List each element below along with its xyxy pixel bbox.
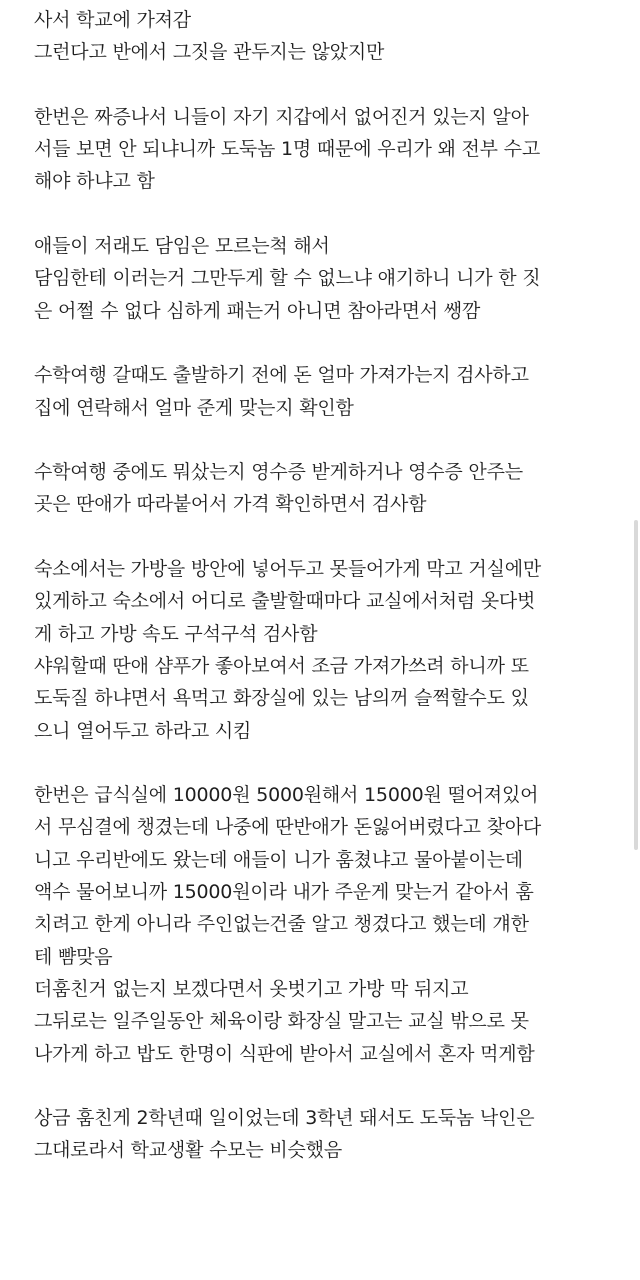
text-line: 니고 우리반에도 왔는데 애들이 니가 훔쳤냐고 물아붙이는데 (34, 848, 523, 871)
text-line: 그대로라서 학교생활 수모는 비슷했음 (34, 1139, 342, 1162)
paragraph-gap (34, 327, 630, 359)
text-line: 더훔친거 없는지 보겠다면서 옷벗기고 가방 막 뒤지고 (34, 977, 469, 1000)
post-body (34, 4, 630, 1167)
text-line: 숙소에서는 가방을 방안에 넣어두고 못들어가게 막고 거실에만 (34, 558, 542, 581)
paragraph-gap (34, 521, 630, 553)
text-line: 그런다고 반에서 그짓을 관두지는 않았지만 (34, 41, 385, 64)
text-line: 한번은 짜증나서 니들이 자기 지갑에서 없어진거 있는지 알아 (34, 105, 529, 128)
paragraph-gap (34, 747, 630, 779)
paragraph-gap (34, 424, 630, 456)
text-line: 담임한테 이러는거 그만두게 할 수 없느냐 얘기하니 니가 한 짓 (34, 267, 541, 290)
scrollbar[interactable] (634, 520, 638, 850)
text-line: 해야 하냐고 함 (34, 170, 155, 193)
text-line: 집에 연락해서 얼마 준게 맞는지 확인함 (34, 396, 354, 419)
text-line: 곳은 딴애가 따라붙어서 가격 확인하면서 검사함 (34, 493, 427, 516)
text-line: 샤워할때 딴애 샴푸가 좋아보여서 조금 가져가쓰려 하니까 또 (34, 654, 529, 677)
text-line: 서들 보면 안 되냐니까 도둑놈 1명 때문에 우리가 왜 전부 수고 (34, 138, 540, 161)
text-line: 나가게 하고 밥도 한명이 식판에 받아서 교실에서 혼자 먹게함 (34, 1042, 535, 1065)
paragraph-gap (34, 198, 630, 230)
text-line: 서 무심결에 챙겼는데 나중에 딴반애가 돈잃어버렸다고 찾아다 (34, 816, 542, 839)
text-line: 수학여행 중에도 뭐샀는지 영수증 받게하거나 영수증 안주는 (34, 461, 523, 484)
text-line: 게 하고 가방 속도 구석구석 검사함 (34, 622, 318, 645)
text-line: 한번은 급식실에 10000원 5000원해서 15000원 떨어져있어 (34, 784, 539, 807)
text-line: 있게하고 숙소에서 어디로 출발할때마다 교실에서처럼 옷다벗 (34, 590, 536, 613)
text-line: 사서 학교에 가져감 (34, 9, 191, 31)
text-line: 은 어쩔 수 없다 심하게 패는거 아니면 참아라면서 쌩깜 (34, 299, 481, 322)
text-line: 액수 물어보니까 15000원이라 내가 주운게 맞는거 같아서 훔 (34, 881, 534, 904)
text-line: 도둑질 하냐면서 욕먹고 화장실에 있는 남의꺼 슬쩍할수도 있 (34, 687, 529, 710)
text-line: 상금 훔친게 2학년때 일이었는데 3학년 돼서도 도둑놈 낙인은 (34, 1107, 535, 1130)
text-line: 애들이 저래도 담임은 모르는척 해서 (34, 235, 330, 258)
text-line: 으니 열어두고 하라고 시킴 (34, 719, 252, 742)
paragraph-gap (34, 69, 630, 101)
text-line: 수학여행 갈때도 출발하기 전에 돈 얼마 가져가는지 검사하고 (34, 364, 529, 387)
paragraph-gap (34, 1070, 630, 1102)
text-line: 그뒤로는 일주일동안 체육이랑 화장실 말고는 교실 밖으로 못 (34, 1010, 529, 1033)
text-line: 치려고 한게 아니라 주인없는건줄 알고 챙겼다고 했는데 걔한 (34, 913, 529, 936)
text-line: 테 뺨맞음 (34, 945, 113, 968)
